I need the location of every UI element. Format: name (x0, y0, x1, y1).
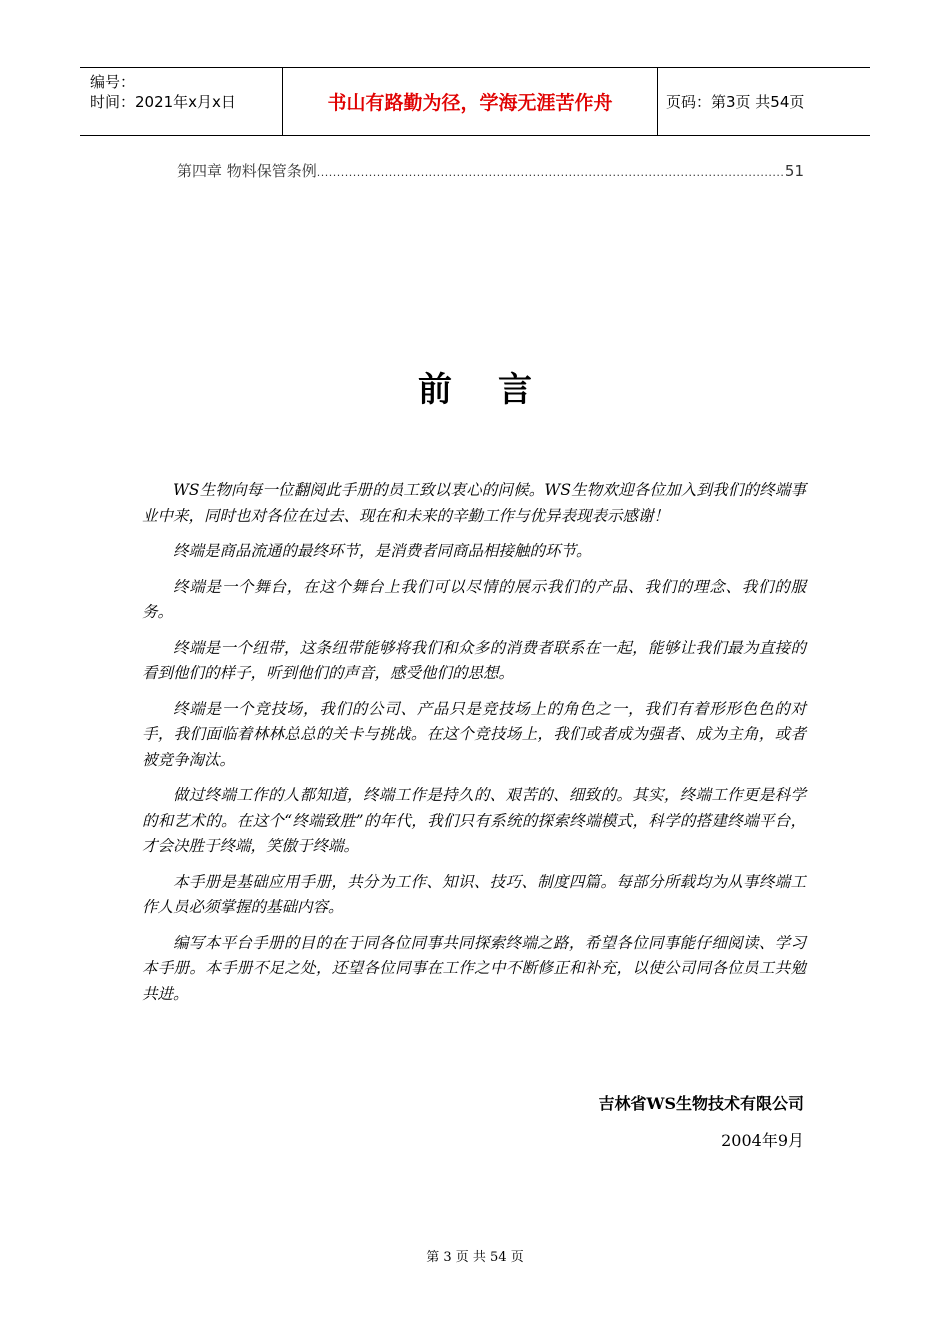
preface-paragraph: 做过终端工作的人都知道，终端工作是持久的、艰苦的、细致的。其实，终端工作更是科学的和艺术的。在这个“终端致胜”的年代，我们只有系统的探索终端模式，科学的搭建终端平台，才会决胜于终端，笑傲于终端。 (142, 786, 806, 855)
preface-paragraph: 终端是一个纽带，这条纽带能够将我们和众多的消费者联系在一起，能够让我们最为直接的看到他们的样子，听到他们的声音，感受他们的思想。 (142, 638, 806, 682)
header-page-info: 页码：第3页 共54页 (666, 93, 805, 111)
company-signature: 吉林省WS生物技术有限公司 (598, 1094, 804, 1113)
preface-paragraph: 终端是商品流通的最终环节，是消费者同商品相接触的环节。 (173, 542, 592, 560)
preface-paragraph: WS生物向每一位翻阅此手册的员工致以衷心的问候。WS生物欢迎各位加入到我们的终端事业中来，同时也对各位在过去、现在和未来的辛勤工作与优异表现表示感谢！ (142, 481, 806, 525)
preface-paragraph: 编写本平台手册的目的在于同各位同事共同探索终端之路，希望各位同事能仔细阅读、学习本手册。本手册不足之处，还望各位同事在工作之中不断修正和补充，以使公司同各位员工共勉共进。 (142, 933, 806, 1003)
toc-chapter: 第四章 物料保管条例 (177, 162, 317, 180)
toc-page-number: 51 (784, 162, 804, 180)
time-label: 时间：2021年x月x日 (90, 93, 236, 111)
preface-body (142, 478, 806, 1017)
page-header (80, 67, 870, 136)
preface-paragraph: 本手册是基础应用手册，共分为工作、知识、技巧、制度四篇。每部分所载均为从事终端工作人员必须掌握的基础内容。 (142, 872, 806, 916)
toc-entry[interactable] (177, 160, 804, 181)
header-motto: 书山有路勤为径，学海无涯苦作舟 (282, 68, 658, 135)
page-footer: 第 3 页 共 54 页 (426, 1250, 524, 1265)
signature-date: 2004年9月 (721, 1131, 804, 1150)
number-label: 编号： (90, 73, 136, 91)
preface-title: 前言 (418, 370, 578, 410)
header-meta (80, 68, 282, 135)
preface-paragraph: 终端是一个舞台，在这个舞台上我们可以尽情的展示我们的产品、我们的理念、我们的服务。 (142, 577, 806, 621)
toc-leader-dots (317, 166, 785, 179)
preface-paragraph: 终端是一个竞技场，我们的公司、产品只是竞技场上的角色之一，我们有着形形色色的对手，我们面临着林林总总的关卡与挑战。在这个竞技场上，我们或者成为强者、成为主角，或者被竞争淘汰。 (142, 699, 806, 769)
